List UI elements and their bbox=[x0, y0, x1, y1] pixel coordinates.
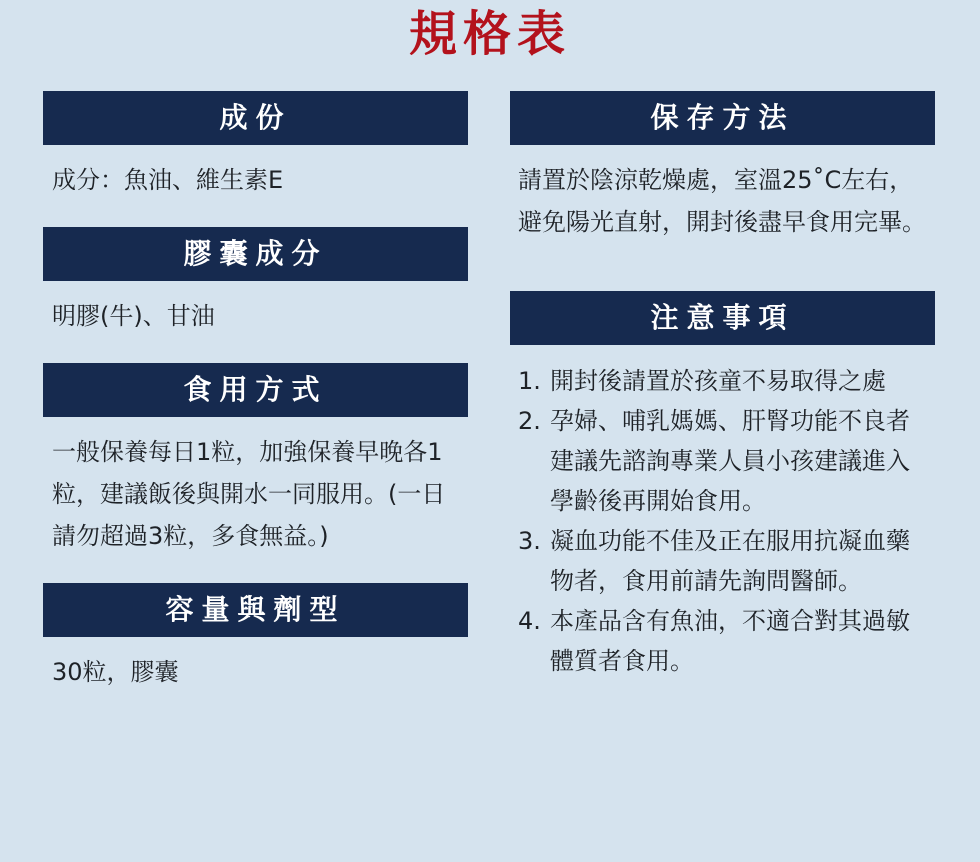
list-item bbox=[518, 401, 935, 521]
capsule-ingredients-text: 明膠(牛)、甘油 bbox=[52, 302, 215, 330]
capacity-text: 30粒，膠囊 bbox=[52, 658, 179, 686]
usage-header: 食用方式 bbox=[43, 363, 468, 417]
storage-text: 請置於陰涼乾燥處，室溫25˚C左右，避免陽光直射，開封後盡早食用完畢。 bbox=[518, 166, 926, 236]
note-number: 4. bbox=[518, 607, 541, 635]
note-number: 3. bbox=[518, 527, 541, 555]
ingredients-text: 成分：魚油、維生素E bbox=[52, 166, 284, 194]
capsule-ingredients-header: 膠囊成分 bbox=[43, 227, 468, 281]
list-item bbox=[518, 361, 935, 401]
notes-list bbox=[510, 361, 935, 681]
note-text: 開封後請置於孩童不易取得之處 bbox=[550, 367, 886, 395]
note-number: 2. bbox=[518, 407, 541, 435]
notes-header: 注意事項 bbox=[510, 291, 935, 345]
ingredients-header: 成份 bbox=[43, 91, 468, 145]
storage-header: 保存方法 bbox=[510, 91, 935, 145]
list-item bbox=[518, 521, 935, 601]
page-title: 規格表 bbox=[408, 6, 571, 62]
usage-text: 一般保養每日1粒，加強保養早晚各1粒，建議飯後與開水一同服用。(一日請勿超過3粒，多食無益。) bbox=[52, 438, 446, 550]
note-number: 1. bbox=[518, 367, 541, 395]
note-text: 凝血功能不佳及正在服用抗凝血藥物者，食用前請先詢問醫師。 bbox=[550, 527, 910, 595]
right-column bbox=[510, 91, 935, 681]
left-column bbox=[43, 91, 468, 719]
capacity-header: 容量與劑型 bbox=[43, 583, 468, 637]
list-item bbox=[518, 601, 935, 681]
note-text: 本產品含有魚油，不適合對其過敏體質者食用。 bbox=[550, 607, 910, 675]
note-text: 孕婦、哺乳媽媽、肝腎功能不良者建議先諮詢專業人員小孩建議進入學齡後再開始食用。 bbox=[550, 407, 910, 515]
